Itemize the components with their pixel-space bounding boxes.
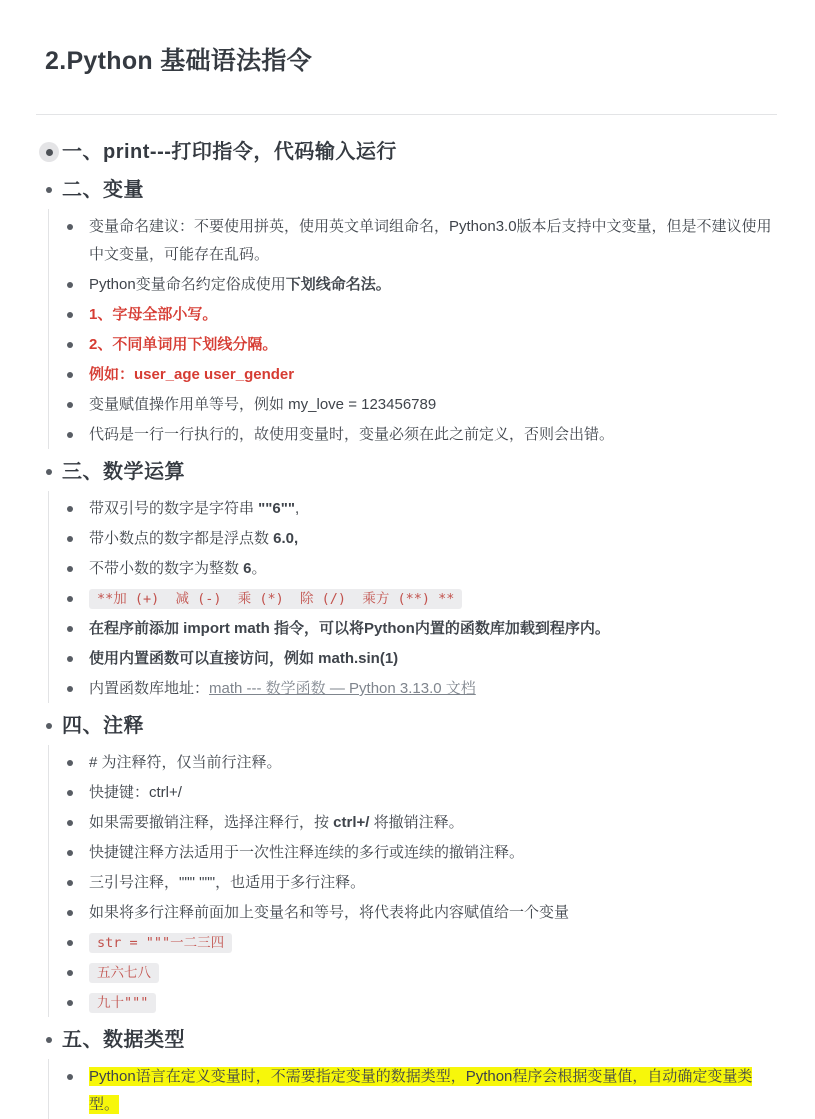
outline-list (36, 137, 777, 1119)
text-segment: 如果需要撤销注释，选择注释行，按 (89, 814, 334, 831)
dot-bullet-icon (67, 760, 73, 766)
dot-bullet-icon (67, 749, 89, 766)
list-item-text (89, 959, 777, 987)
text-segment: 不带小数的数字为整数 (89, 560, 244, 577)
dot-bullet-icon (67, 850, 73, 856)
list-item-text (89, 495, 777, 523)
dot-bullet-icon (67, 820, 73, 826)
dot-bullet-icon (67, 790, 73, 796)
list-item[interactable] (67, 525, 777, 553)
text-segment: 1、字母全部小写。 (89, 306, 218, 323)
dot-bullet-icon (67, 342, 73, 348)
text-segment: 快捷键：ctrl+/ (89, 784, 182, 801)
dot-bullet-icon (67, 929, 89, 946)
dot-bullet-icon (67, 506, 73, 512)
text-segment: 内置函数库地址： (89, 680, 210, 697)
list-item[interactable] (67, 779, 777, 807)
list-item-text (89, 615, 777, 643)
text-segment: 。 (251, 560, 267, 577)
list-item-text (89, 391, 777, 419)
dot-bullet-icon (67, 361, 89, 378)
dot-bullet-icon (67, 536, 73, 542)
text-segment: Python变量命名约定俗成使用 (89, 276, 286, 293)
list-item[interactable] (67, 809, 777, 837)
dot-bullet-icon (67, 421, 89, 438)
list-item[interactable] (67, 331, 777, 359)
text-segment: 变量命名建议：不要使用拼英，使用英文单词组命名，Python3.0版本后支持中文变量，但是不建议使用中文变量，可能存在乱码。 (89, 218, 772, 263)
dot-bullet-icon (36, 1037, 62, 1043)
outline-section (36, 457, 777, 703)
list-item[interactable] (67, 391, 777, 419)
page-title: 2.Python 基础语法指令 (45, 47, 313, 75)
inline-code: 九十""" (89, 993, 156, 1013)
dot-bullet-icon (67, 626, 73, 632)
toggle-bullet-icon[interactable] (39, 142, 59, 162)
dot-bullet-icon (67, 525, 89, 542)
dot-bullet-icon (46, 723, 52, 729)
dot-bullet-icon (67, 779, 89, 796)
list-item-text (89, 525, 777, 553)
text-segment: 代码是一行一行执行的，故使用变量时，变量必须在此之前定义，否则会出错。 (89, 426, 615, 443)
list-item-text (89, 585, 777, 613)
list-item[interactable] (67, 869, 777, 897)
text-segment: , (294, 500, 300, 517)
dot-bullet-icon (67, 940, 73, 946)
list-item-text (89, 675, 777, 703)
list-item[interactable] (67, 615, 777, 643)
list-item[interactable] (67, 1063, 777, 1119)
text-segment: 6.0, (273, 530, 299, 547)
list-item[interactable] (67, 989, 777, 1017)
list-item-text (89, 869, 777, 897)
section-children (48, 491, 777, 703)
dot-bullet-icon (67, 959, 89, 976)
dot-bullet-icon (67, 910, 73, 916)
dot-bullet-icon (67, 402, 73, 408)
bullet-dot (46, 149, 53, 156)
list-item-text (89, 213, 777, 269)
list-item[interactable] (67, 929, 777, 957)
text-segment: 下划线命名法。 (285, 276, 391, 293)
dot-bullet-icon (67, 1074, 73, 1080)
text-segment: 三引号注释，""" """，也适用于多行注释。 (89, 874, 366, 891)
section-heading-text: 五、数据类型 (62, 1029, 185, 1051)
outline-section (36, 137, 777, 167)
outline-section (36, 1025, 777, 1119)
text-segment: # 为注释符，仅当前行注释。 (89, 754, 282, 771)
section-children (48, 745, 777, 1017)
dot-bullet-icon (36, 187, 62, 193)
toggle-bullet-icon (36, 142, 62, 162)
section-heading[interactable] (36, 711, 777, 741)
section-children (48, 1059, 777, 1119)
section-heading[interactable] (36, 137, 777, 167)
list-item-text (89, 989, 777, 1017)
inline-code: **加 (+) 减 (-) 乘 (*) 除 (/) 乘方 (**) ** (89, 589, 462, 609)
section-heading[interactable] (36, 175, 777, 205)
text-segment: 6 (243, 560, 252, 577)
list-item[interactable] (67, 645, 777, 673)
dot-bullet-icon (67, 566, 73, 572)
section-children (48, 209, 777, 449)
section-heading-text: 四、注释 (62, 715, 144, 737)
dot-bullet-icon (67, 372, 73, 378)
section-heading-text: 二、变量 (62, 179, 144, 201)
dot-bullet-icon (67, 224, 73, 230)
list-item[interactable] (67, 271, 777, 299)
dot-bullet-icon (67, 970, 73, 976)
list-item[interactable] (67, 361, 777, 389)
dot-bullet-icon (67, 989, 89, 1006)
highlighted-text: Python语言在定义变量时，不需要指定变量的数据类型，Python程序会根据变量值，自动确定变量类型。 (89, 1068, 753, 1113)
text-segment: ""6"" (258, 500, 295, 517)
dot-bullet-icon (67, 312, 73, 318)
list-item[interactable] (67, 585, 777, 613)
list-item-text (89, 899, 777, 927)
dot-bullet-icon (67, 495, 89, 512)
list-item[interactable] (67, 839, 777, 867)
dot-bullet-icon (67, 899, 89, 916)
text-segment: 使用内置函数可以直接访问，例如 math.sin(1) (89, 650, 399, 667)
dot-bullet-icon (67, 1063, 89, 1080)
list-item[interactable] (67, 213, 777, 269)
dot-bullet-icon (67, 301, 89, 318)
list-item[interactable] (67, 555, 777, 583)
dot-bullet-icon (36, 469, 62, 475)
list-item-text (89, 271, 777, 299)
text-segment: 将撤销注释。 (369, 814, 464, 831)
dot-bullet-icon (67, 880, 73, 886)
text-segment: 如果将多行注释前面加上变量名和等号，将代表将此内容赋值给一个变量 (89, 904, 570, 921)
dot-bullet-icon (46, 187, 52, 193)
text-segment: 在程序前添加 import math 指令，可以将Python内置的函数库加载到程序内。 (89, 620, 610, 637)
list-item[interactable] (67, 899, 777, 927)
dot-bullet-icon (67, 282, 73, 288)
dot-bullet-icon (67, 331, 89, 348)
dot-bullet-icon (67, 839, 89, 856)
section-heading-text: 三、数学运算 (62, 461, 185, 483)
text-segment: ctrl+/ (333, 814, 370, 831)
dot-bullet-icon (67, 596, 73, 602)
text-segment: 快捷键注释方法适用于一次性注释连续的多行或连续的撤销注释。 (89, 844, 525, 861)
list-item[interactable] (67, 421, 777, 449)
list-item-text (89, 421, 777, 449)
list-item-text (89, 645, 777, 673)
outline-section (36, 711, 777, 1017)
dot-bullet-icon (67, 432, 73, 438)
dot-bullet-icon (67, 675, 89, 692)
list-item-text (89, 555, 777, 583)
dot-bullet-icon (46, 1037, 52, 1043)
list-item-text (89, 779, 777, 807)
outline-section (36, 175, 777, 449)
dot-bullet-icon (67, 809, 89, 826)
list-item[interactable] (67, 301, 777, 329)
math-docs-link[interactable]: math --- 数学函数 — Python 3.13.0 文档 (209, 680, 476, 697)
dot-bullet-icon (67, 585, 89, 602)
list-item-text (89, 331, 777, 359)
text-segment: 例如：user_age user_gender (89, 366, 295, 383)
dot-bullet-icon (36, 723, 62, 729)
dot-bullet-icon (67, 1000, 73, 1006)
section-heading-text: 一、print---打印指令，代码输入运行 (62, 141, 397, 163)
list-item-text (89, 361, 777, 389)
dot-bullet-icon (67, 391, 89, 408)
dot-bullet-icon (67, 555, 89, 572)
dot-bullet-icon (67, 686, 73, 692)
list-item[interactable] (67, 959, 777, 987)
dot-bullet-icon (67, 645, 89, 662)
dot-bullet-icon (46, 469, 52, 475)
text-segment: 带小数点的数字都是浮点数 (89, 530, 274, 547)
text-segment: 带双引号的数字是字符串 (89, 500, 259, 517)
inline-code: 五六七八 (89, 963, 159, 983)
list-item-text (89, 929, 777, 957)
section-heading[interactable] (36, 457, 777, 487)
list-item[interactable] (67, 749, 777, 777)
list-item-text (89, 839, 777, 867)
list-item-text (89, 809, 777, 837)
list-item-text (89, 749, 777, 777)
dot-bullet-icon (67, 213, 89, 230)
list-item-text (89, 1063, 777, 1119)
dot-bullet-icon (67, 656, 73, 662)
dot-bullet-icon (67, 869, 89, 886)
list-item-text (89, 301, 777, 329)
text-segment: 2、不同单词用下划线分隔。 (89, 336, 278, 353)
divider (36, 114, 777, 115)
section-heading[interactable] (36, 1025, 777, 1055)
text-segment: 变量赋值操作用单等号，例如 my_love = 123456789 (89, 396, 437, 413)
dot-bullet-icon (67, 615, 89, 632)
dot-bullet-icon (67, 271, 89, 288)
list-item[interactable] (67, 675, 777, 703)
list-item[interactable] (67, 495, 777, 523)
inline-code: str = """一二三四 (89, 933, 232, 953)
